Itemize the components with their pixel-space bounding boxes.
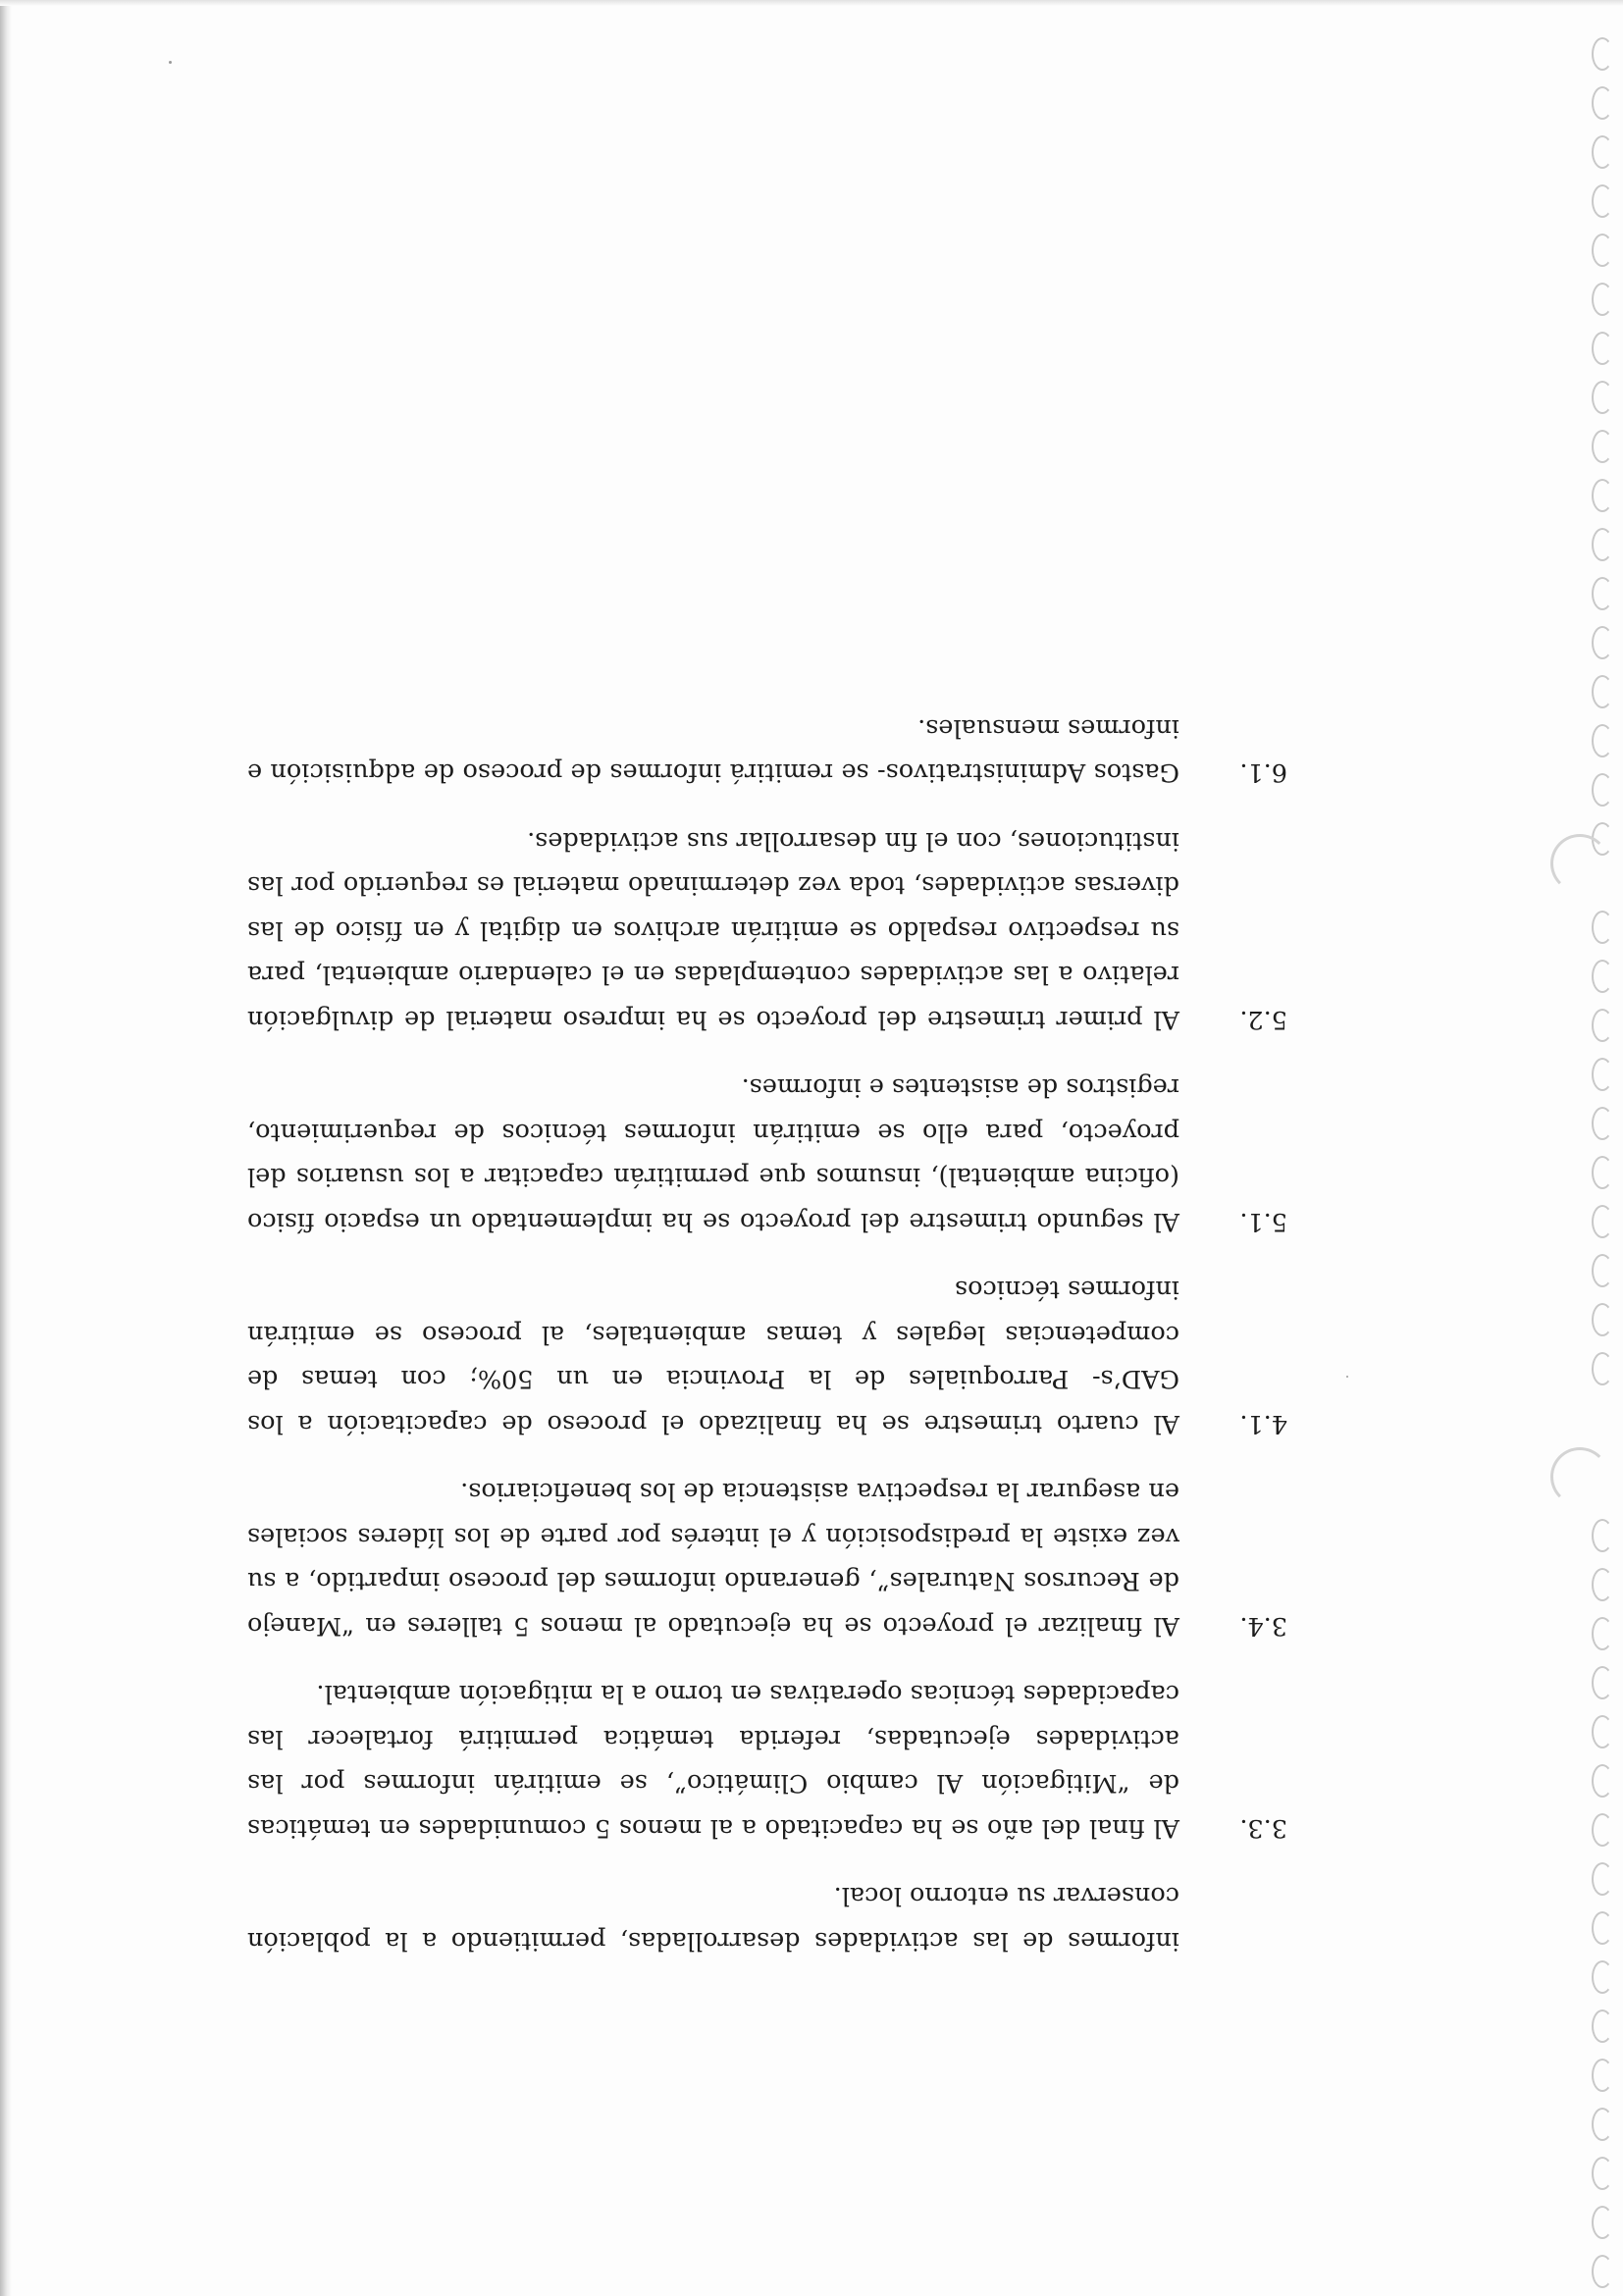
item-number: 3.3. [1239, 1813, 1287, 1843]
item-text: Al segundo trimestre del proyecto se ha implementado un espacio físico (oficina ambiental), insumos que permitirán capacitar a los usuarios del proyecto, para ello se emitirán informes técnicos de requerimiento, registros de asistentes e informes. [247, 1072, 1179, 1236]
item-number: 5.1. [1239, 1207, 1287, 1236]
scan-speck [169, 61, 172, 64]
list-item [247, 705, 1287, 795]
item-text: Al final del año se ha capacitado a al menos 5 comunidades en temáticas de “Mitigación Al cambio Climático”, se emitirán informes por las actividades ejecutadas, referida temática permitirá fortalecer las capacidades técnicas operativas en torno a la mitigación ambiental. [247, 1679, 1179, 1843]
list-item [247, 818, 1287, 1042]
intro-continuation: informes de las actividades desarrolladas, permitiendo a la población conservar su entorno local. [247, 1881, 1179, 1956]
item-number: 3.4. [1239, 1611, 1287, 1641]
item-text: Gastos Administrativos- se remitirá informes de proceso de adquisición e informes mensuales. [247, 713, 1179, 788]
item-text: Al finalizar el proyecto se ha ejecutado al menos 5 talleres en “Manejo de Recursos Naturales”, generando informes del proceso impartido, a su vez existe la predisposición y el interés por parte de los líderes sociales en asegurar la respectiva asistencia de los beneficiarios. [247, 1477, 1179, 1641]
item-number: 4.1. [1239, 1409, 1287, 1438]
item-text: Al primer trimestre del proyecto se ha impreso material de divulgación relativo a las actividades contempladas en el calendario ambiental, para su respectivo respaldo se emitirán archivos en digital y en físico de las diversas actividades, toda vez determinado material es requerido por las instituciones, con el fin desarrollar sus actividades. [247, 826, 1179, 1034]
document-body [247, 705, 1287, 1963]
list-item [247, 1671, 1287, 1850]
scan-speck [1346, 1376, 1348, 1378]
item-text: Al cuarto trimestre se ha finalizado el proceso de capacitación a los GAD’s- Parroquiales de la Provincia en un 50%; con temas de competencias legales y temas ambientales, al proceso se emitirán informes técnicos [247, 1275, 1179, 1438]
list-item [247, 1267, 1287, 1445]
list-item [247, 1469, 1287, 1647]
list-item [247, 1065, 1287, 1243]
item-number: 5.2. [1239, 1005, 1287, 1034]
item-number: 6.1. [1239, 757, 1287, 788]
